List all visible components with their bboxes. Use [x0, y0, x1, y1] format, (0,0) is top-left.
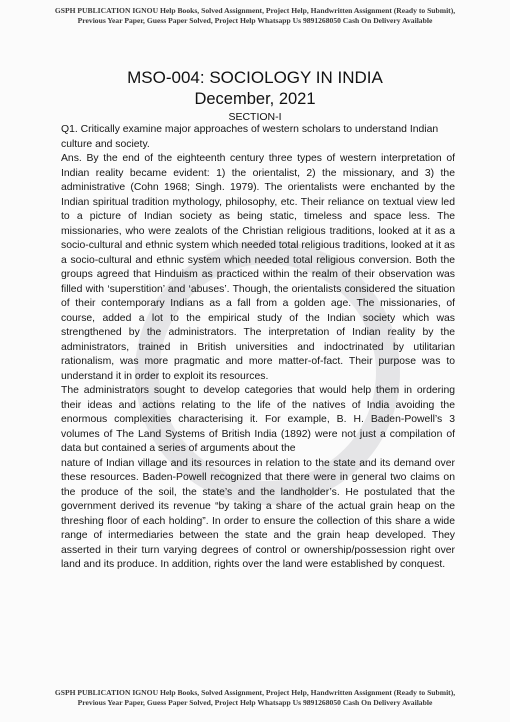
- exam-date: December, 2021: [194, 90, 316, 108]
- answer-paragraph-3: nature of Indian village and its resources in relation to the state and its demand over these resources. Baden-Powell recognized that there were in general two claims on the produce of the soil, the state’s and the landholder’s. He postulated that the government derived its revenue “by taking a share of the actual grain heap on the threshing floor of each holding”. In order to ensure the collection of this share a wide range of intermediaries between the state and the grain heap developed. They asserted in their turn varying degrees of control or ownership/possession right over land and its produce. In addition, rights over the land were established by conquest.: [61, 457, 455, 570]
- answer-paragraph-1: Ans. By the end of the eighteenth century three types of western interpretation of Indian reality became evident: 1) the orientalist, 2) the missionary, and 3) the administrative (Cohn 1968; Singh. 1979). The orientalists were enchanted by the Indian spiritual tradition mythology, philosophy, etc. Their reliance on textual view led to a picture of Indian society as being static, timeless and space less. The missionaries, who were zealots of the Christian religious traditions, looked at it as a socio-cultural and ethnic system which needed total religious traditions, looked at it as a socio-cultural and ethnic system which needed total religious conversion. Both the groups agreed that Hinduism as practiced within the realm of their observation was filled with ‘superstition’ and ‘abuses’. Though, the orientalists considered the situation of their contemporary Indians as a fall from a golden age. The missionaries, of course, added a lot to the empirical study of the Indian society which was strengthened by the administrators. The interpretation of Indian reality by the administrators, trained in British universities and indoctrinated by utilitarian rationalism, was more pragmatic and more matter-of-fact. Their purpose was to understand it in order to exploit its resources.: [61, 153, 455, 382]
- publisher-banner-top: GSPH PUBLICATION IGNOU Help Books, Solved Assignment, Project Help, Handwritten Assignment (Ready to Submit), Previous Year Paper, Guess Paper Solved, Project Help Whatsapp Us 9891268050 Cash On Delivery Available: [54, 6, 456, 25]
- document-body: [61, 123, 455, 573]
- publisher-banner-bottom: GSPH PUBLICATION IGNOU Help Books, Solved Assignment, Project Help, Handwritten Assignment (Ready to Submit), Previous Year Paper, Guess Paper Solved, Project Help Whatsapp Us 9891268050 Cash On Delivery Available: [54, 688, 456, 707]
- question-text: Q1. Critically examine major approaches of western scholars to understand Indian culture and society.: [61, 124, 439, 150]
- answer-paragraph-2: The administrators sought to develop categories that would help them in ordering their ideas and actions relating to the life of the natives of India avoiding the enormous complexities characterising it. For example, B. H. Baden-Powell’s 3 volumes of The Land Systems of British India (1892) were not just a compilation of data but contained a series of arguments about the: [61, 385, 455, 454]
- section-heading: SECTION-I: [228, 111, 282, 123]
- course-title: MSO-004: SOCIOLOGY IN INDIA: [127, 68, 383, 87]
